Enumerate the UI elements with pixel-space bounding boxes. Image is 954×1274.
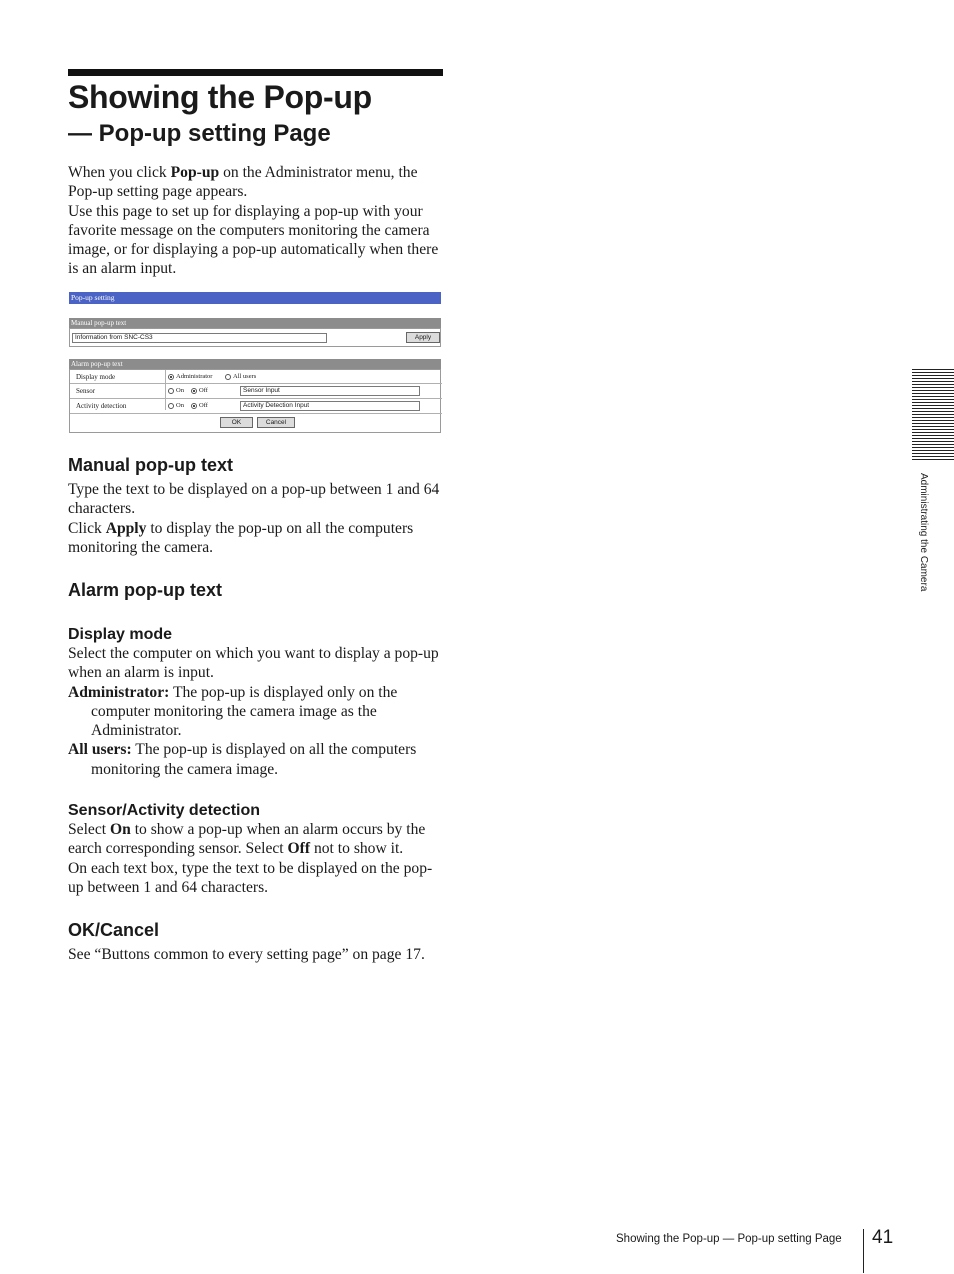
manual-text-input[interactable]: Information from SNC-CS3	[72, 333, 327, 343]
sensor-on-radio[interactable]	[168, 388, 174, 394]
display-mode-text	[68, 644, 446, 779]
manual-paragraph-2: Click Apply to display the pop-up on all the computers monitoring the camera.	[68, 519, 414, 556]
manual-section-box	[69, 328, 441, 347]
running-footer: Showing the Pop-up — Pop-up setting Page	[616, 1233, 842, 1245]
intro-paragraph-2: Use this page to set up for displaying a pop-up with your favorite message on the computers monitoring the camera image, or for displaying a pop-up automatically when there is an alarm input.	[68, 202, 439, 278]
administrator-radio-label: Administrator	[176, 373, 213, 380]
manual-section-bar: Manual pop-up text	[69, 318, 441, 328]
display-mode-label: Display mode	[76, 373, 116, 381]
activity-off-radio[interactable]	[191, 403, 197, 409]
alarm-section-box	[69, 369, 441, 433]
okcancel-text	[68, 945, 446, 964]
intro-text	[68, 163, 446, 279]
popup-setting-screenshot	[68, 291, 443, 434]
all-users-radio[interactable]	[225, 374, 231, 380]
display-mode-heading: Display mode	[68, 626, 173, 643]
manual-heading: Manual pop-up text	[68, 455, 233, 475]
manual-text	[68, 480, 446, 557]
button-row	[70, 413, 442, 429]
display-mode-paragraph: Select the computer on which you want to display a pop-up when an alarm is input.	[68, 645, 439, 682]
ok-button[interactable]: OK	[220, 417, 253, 428]
sensor-off-radio[interactable]	[191, 388, 197, 394]
okcancel-paragraph: See “Buttons common to every setting page” on page 17.	[68, 946, 425, 963]
activity-text-input[interactable]: Activity Detection Input	[240, 401, 420, 411]
sensor-off-label: Off	[199, 387, 208, 394]
manual-paragraph-1: Type the text to be displayed on a pop-up between 1 and 64 characters.	[68, 481, 440, 518]
administrator-definition: Administrator: The pop-up is displayed only on the computer monitoring the camera image as the Administrator.	[68, 683, 398, 740]
title-rule	[68, 69, 443, 76]
cancel-button[interactable]: Cancel	[257, 417, 295, 428]
sensor-paragraph-2: On each text box, type the text to be displayed on the pop-up between 1 and 64 characters.	[68, 859, 433, 896]
sensor-text-input[interactable]: Sensor Input	[240, 386, 420, 396]
sensor-on-label: On	[176, 387, 184, 394]
activity-label: Activity detection	[76, 402, 127, 410]
sensor-text	[68, 820, 446, 897]
alarm-heading: Alarm pop-up text	[68, 580, 223, 600]
sensor-heading: Sensor/Activity detection	[68, 802, 261, 819]
all-users-radio-label: All users	[233, 373, 257, 380]
footer-divider	[863, 1229, 864, 1273]
administrator-radio[interactable]	[168, 374, 174, 380]
activity-on-radio[interactable]	[168, 403, 174, 409]
side-tab-marker	[912, 369, 954, 461]
okcancel-heading: OK/Cancel	[68, 920, 160, 940]
activity-on-label: On	[176, 402, 184, 409]
sensor-paragraph-1: Select On to show a pop-up when an alarm occurs by the earch corresponding sensor. Select Off not to show it.	[68, 821, 426, 858]
activity-off-label: Off	[199, 402, 208, 409]
side-tab-label: Administrating the Camera	[918, 473, 929, 592]
alarm-section-bar: Alarm pop-up text	[69, 359, 441, 369]
apply-button[interactable]: Apply	[406, 332, 440, 343]
page-subtitle: — Pop-up setting Page	[68, 120, 331, 147]
sensor-label: Sensor	[76, 387, 96, 395]
page-title: Showing the Pop-up	[68, 79, 372, 115]
page-number: 41	[872, 1227, 894, 1248]
intro-paragraph-1: When you click Pop-up on the Administrator menu, the Pop-up setting page appears.	[68, 164, 418, 201]
all-users-definition: All users: The pop-up is displayed on all the computers monitoring the camera image.	[68, 741, 417, 778]
screenshot-header: Pop-up setting	[69, 292, 441, 304]
